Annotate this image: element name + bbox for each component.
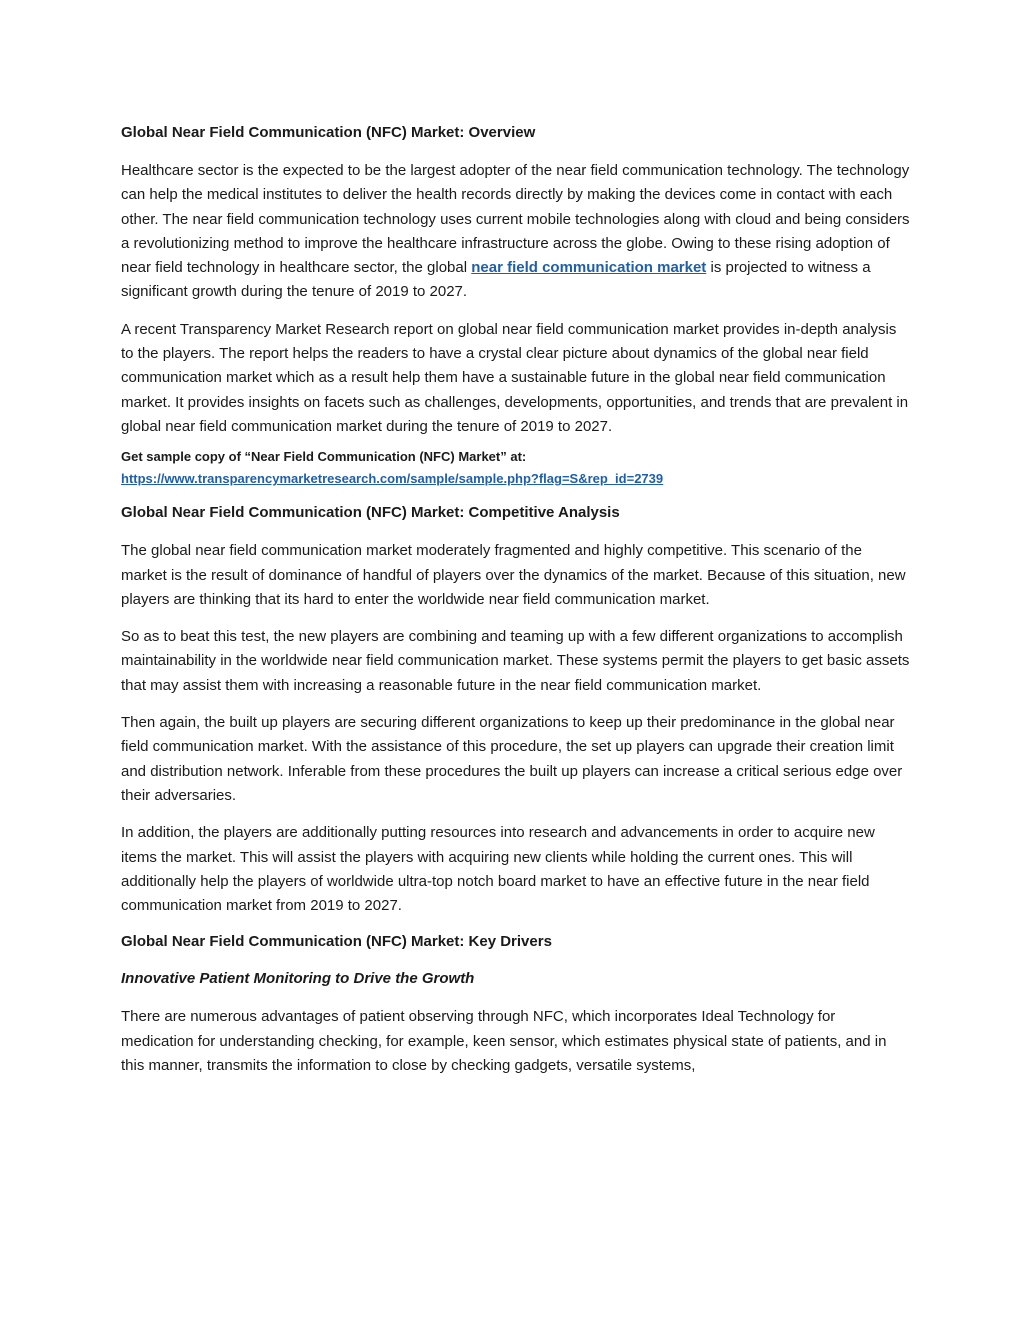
- overview-p1-text-before: Healthcare sector is the expected to be the largest adopter of the near field communication technology. The technology can help the medical institutes to deliver the health records directly by making the devices come in contact with each other. The near field communication technology uses current mobile technologies along with cloud and being considers a revolutionizing method to improve the healthcare infrastructure across the globe. Owing to these rising adoption of near field technology in healthcare sector, the global: [121, 162, 910, 277]
- overview-heading: Global Near Field Communication (NFC) Market: Overview: [121, 124, 536, 141]
- overview-paragraph-1: [121, 159, 911, 305]
- nfc-market-link[interactable]: near field communication market: [471, 259, 707, 277]
- sample-request-block: [121, 446, 911, 490]
- overview-p1-text-after: is projected to witness a significant growth during the tenure of 2019 to 2027.: [121, 259, 871, 301]
- competitive-paragraph-4: In addition, the players are additionally putting resources into research and advancements in order to acquire new items the market. This will assist the players with acquiring new clients while holding the current ones. This will additionally help the players of worldwide ultra-top notch board market to have an effective future in the near field communication market from 2019 to 2027.: [121, 824, 875, 915]
- competitive-paragraph-3: Then again, the built up players are securing different organizations to keep up their predominance in the global near field communication market. With the assistance of this procedure, the set up players can upgrade their creation limit and distribution network. Inferable from these procedures the built up players can increase a critical serious edge over their adversaries.: [121, 714, 903, 804]
- drivers-heading: Global Near Field Communication (NFC) Market: Key Drivers: [121, 933, 552, 951]
- drivers-subheading: Innovative Patient Monitoring to Drive the Growth: [121, 970, 475, 988]
- sample-label: Get sample copy of “Near Field Communication (NFC) Market” at:: [121, 449, 527, 465]
- competitive-heading: Global Near Field Communication (NFC) Market: Competitive Analysis: [121, 504, 620, 522]
- competitive-paragraph-1: The global near field communication market moderately fragmented and highly competitive. This scenario of the market is the result of dominance of handful of players over the dynamics of the market. Because of this situation, new players are thinking that its hard to enter the worldwide near field communication market.: [121, 542, 906, 608]
- overview-paragraph-2: A recent Transparency Market Research report on global near field communication market provides in-depth analysis to the players. The report helps the readers to have a crystal clear picture about dynamics of the global near field communication market which as a result help them have a sustainable future in the global near field communication market. It provides insights on facets such as challenges, developments, opportunities, and trends that are prevalent in global near field communication market during the tenure of 2019 to 2027.: [121, 320, 909, 435]
- drivers-paragraph-1: There are numerous advantages of patient observing through NFC, which incorporates Ideal Technology for medication for understanding checking, for example, keen sensor, which estimates physical state of patients, and in this manner, transmits the information to close by checking gadgets, versatile systems,: [121, 1008, 887, 1075]
- competitive-paragraph-2: So as to beat this test, the new players are combining and teaming up with a few different organizations to accomplish maintainability in the worldwide near field communication market. These systems permit the players to get basic assets that may assist them with increasing a reasonable future in the near field communication market.: [121, 628, 910, 694]
- document-page: [121, 122, 911, 1091]
- sample-url-link[interactable]: https://www.transparencymarketresearch.com/sample/sample.php?flag=S&rep_id=2739: [121, 471, 664, 487]
